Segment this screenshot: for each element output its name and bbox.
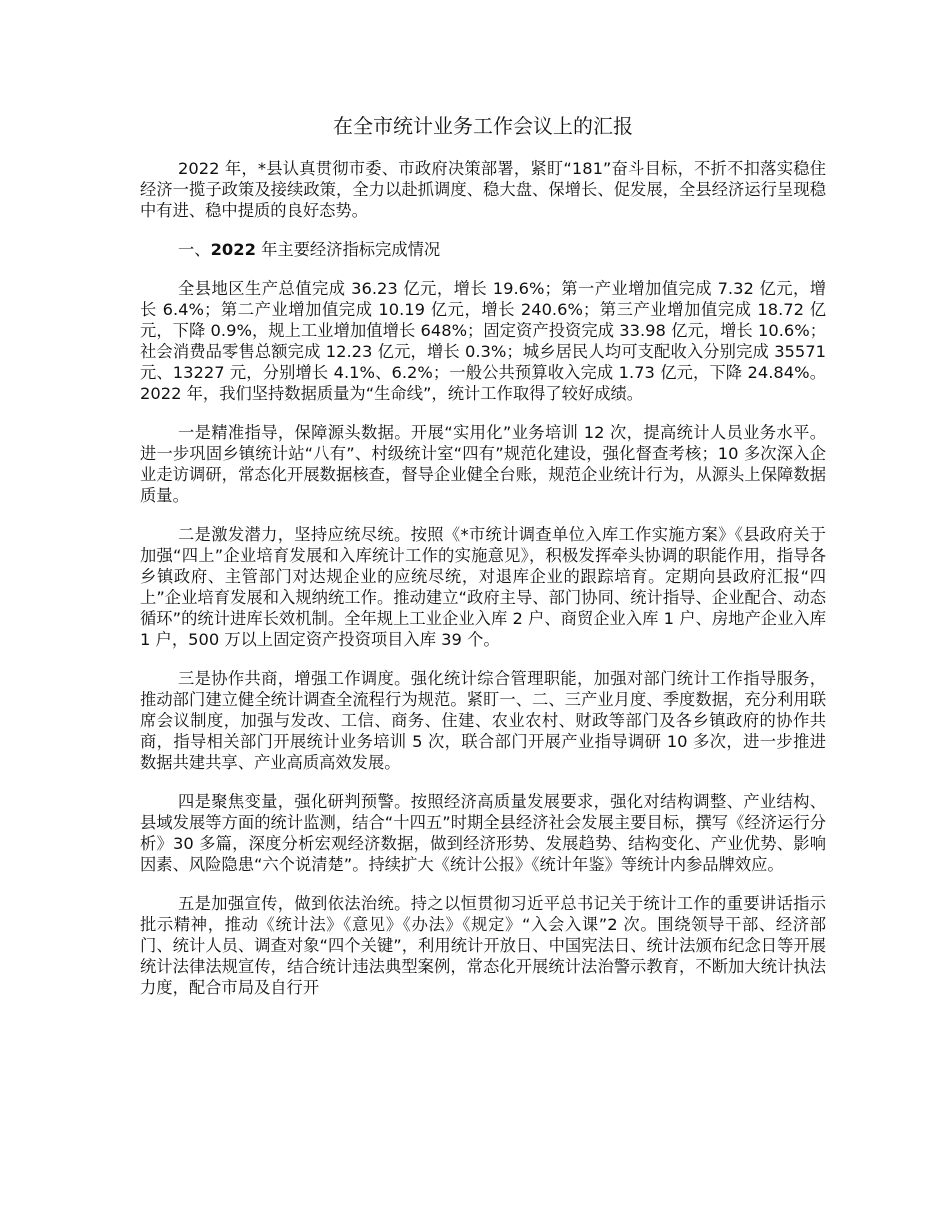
section-heading-1 <box>140 239 826 260</box>
document-title: 在全市统计业务工作会议上的汇报 <box>333 114 633 138</box>
point-paragraph-2: 二是激发潜力，坚持应统尽统。按照《*市统计调查单位入库工作实施方案》《县政府关于加强“四上”企业培育发展和入库统计工作的实施意见》，积极发挥牵头协调的职能作用，指导各乡镇政府、主管部门对达规企业的应统尽统，对退库企业的跟踪培育。定期向县政府汇报“四上”企业培育发展和入规纳统工作。推动建立“政府主导、部门协同、统计指导、企业配合、动态循环”的统计进库长效机制。全年规上工业企业入库 2 户、商贸企业入库 1 户、房地产企业入库 1 户，500 万以上固定资产投资项目入库 39 个。 <box>140 525 826 649</box>
section-heading-prefix: 一、 <box>178 240 211 259</box>
point-paragraph-3: 三是协作共商，增强工作调度。强化统计综合管理职能，加强对部门统计工作指导服务，推动部门建立健全统计调查全流程行为规范。紧盯一、二、三产业月度、季度数据，充分利用联席会议制度，加强与发改、工信、商务、住建、农业农村、财政等部门及各乡镇政府的协作共商，指导相关部门开展统计业务培训 5 次，联合部门开展产业指导调研 10 多次，进一步推进数据共建共享、产业高质高效发展。 <box>140 669 826 772</box>
point-paragraph-4: 四是聚焦变量，强化研判预警。按照经济高质量发展要求，强化对结构调整、产业结构、县域发展等方面的统计监测，结合“十四五”时期全县经济社会发展主要目标，撰写《经济运行分析》30 多篇，深度分析宏观经济数据，做到经济形势、发展趋势、结构变化、产业优势、影响因素、风险隐患“六个说清楚”。持续扩大《统计公报》《统计年鉴》等统计内参品牌效应。 <box>140 792 826 874</box>
point-paragraph-5: 五是加强宣传，做到依法治统。持之以恒贯彻习近平总书记关于统计工作的重要讲话指示批示精神，推动《统计法》《意见》《办法》《规定》“入会入课”2 次。围绕领导干部、经济部门、统计人员、调查对象“四个关键”，利用统计开放日、中国宪法日、统计法颁布纪念日等开展统计法律法规宣传，结合统计违法典型案例，常态化开展统计法治警示教育，不断加大统计执法力度，配合市局及自行开 <box>140 894 826 997</box>
section-heading-text: 年主要经济指标完成情况 <box>255 240 441 259</box>
intro-paragraph: 2022 年，*县认真贯彻市委、市政府决策部署，紧盯“181”奋斗目标，不折不扣落实稳住经济一揽子政策及接续政策，全力以赴抓调度、稳大盘、保增长、促发展，全县经济运行呈现稳中有进、稳中提质的良好态势。 <box>140 159 826 220</box>
indicators-paragraph: 全县地区生产总值完成 36.23 亿元，增长 19.6%；第一产业增加值完成 7.32 亿元，增长 6.4%；第二产业增加值完成 10.19 亿元，增长 240.6%；第三产业增加值完成 18.72 亿元，下降 0.9%，规上工业增加值增长 648%；固定资产投资完成 33.98 亿元，增长 10.6%；社会消费品零售总额完成 12.23 亿元，增长 0.3%；城乡居民人均可支配收入分别完成 35571 元、13227 元，分别增长 4.1%、6.2%；一般公共预算收入完成 1.73 亿元，下降 24.84%。2022 年，我们坚持数据质量为“生命线”，统计工作取得了较好成绩。 <box>140 279 826 403</box>
document-page <box>140 112 826 997</box>
point-paragraph-1: 一是精准指导，保障源头数据。开展“实用化”业务培训 12 次，提高统计人员业务水平。进一步巩固乡镇统计站“八有”、村级统计室“四有”规范化建设，强化督查考核；10 多次深入企业走访调研，常态化开展数据核查，督导企业健全台账，规范企业统计行为，从源头上保障数据质量。 <box>140 423 826 505</box>
section-heading-year: 2022 <box>210 240 256 259</box>
